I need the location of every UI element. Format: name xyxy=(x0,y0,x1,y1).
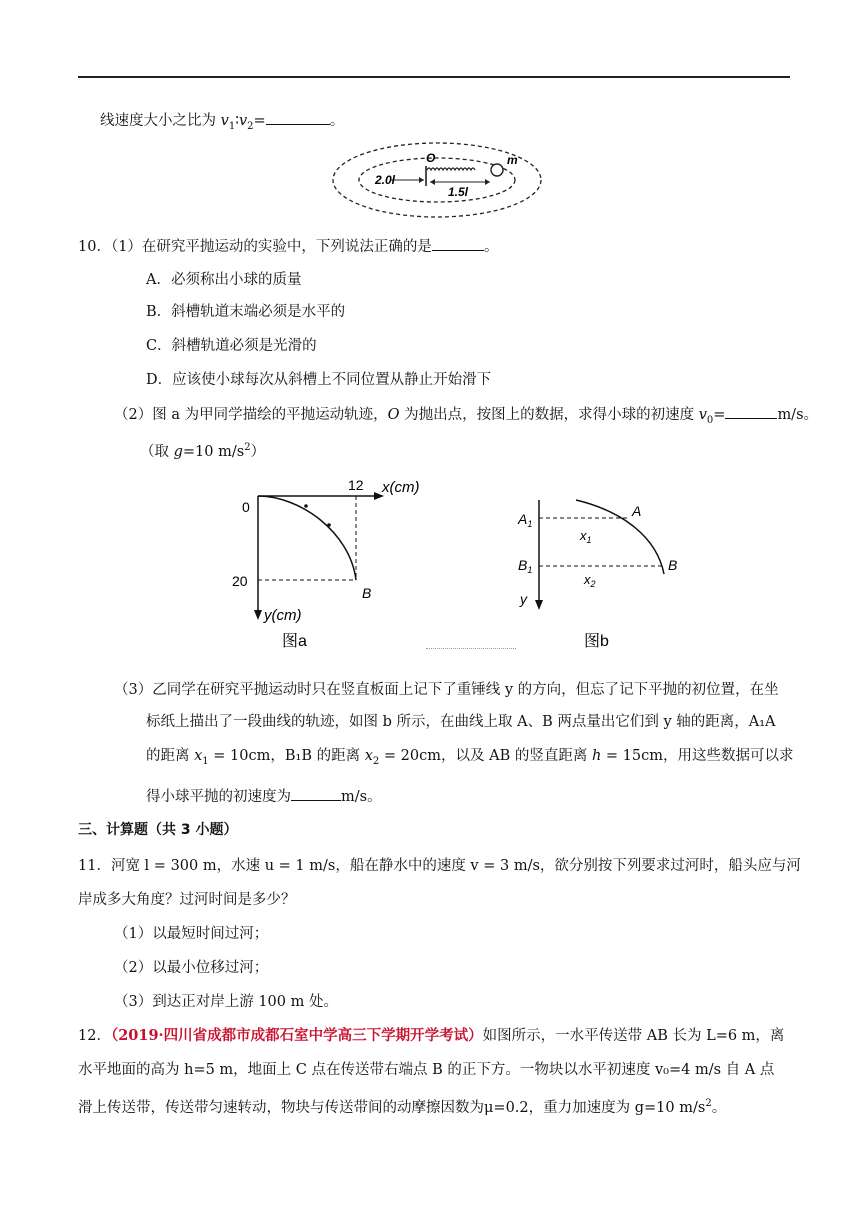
label-m: m xyxy=(507,153,518,167)
label-point-b: B xyxy=(668,557,678,573)
label-b1: $B_1$ xyxy=(518,557,533,575)
label-y-axis: y(cm) xyxy=(264,607,302,624)
label-x2: $x_2$ xyxy=(584,572,596,589)
answer-blank xyxy=(291,786,341,801)
q10-option-a: A．必须称出小球的质量 xyxy=(146,272,302,288)
q12-line3: 滑上传送带，传送带匀速转动，物块与传送带间的动摩擦因数为μ=0.2，重力加速度为 g=10 $m/s^2$。 xyxy=(78,1098,727,1116)
label-o: O xyxy=(426,151,436,165)
label-x1: $x_1$ xyxy=(580,528,592,545)
figure-b xyxy=(508,494,708,654)
answer-blank xyxy=(432,236,484,251)
label-15l: 1.5l xyxy=(448,185,469,199)
figure-separator xyxy=(426,648,516,649)
figure-b-caption: 图b xyxy=(584,633,609,650)
label-x-axis: x(cm) xyxy=(382,479,420,496)
q9-tail-line: 线速度大小之比为 $v_1∶v_2=$ 。 xyxy=(100,110,344,137)
q10-part1: 10．（1）在研究平抛运动的实验中，下列说法正确的是 。 xyxy=(78,236,498,257)
figure-a xyxy=(230,474,460,654)
q12-line2: 水平地面的高为 h=5 m，地面上 C 点在传送带右端点 B 的正下方。一物块以水平初速度 v₀=4 m/s 自 A 点 xyxy=(78,1062,775,1078)
q11-line2: 岸成多大角度？过河时间是多少？ xyxy=(78,892,296,908)
label-2l: 2.0l xyxy=(375,173,396,187)
q10-option-d: D．应该使小球每次从斜槽上不同位置从静止开始滑下 xyxy=(146,372,492,388)
label-a1: $A_1$ xyxy=(518,511,533,529)
q10-part2: （2）图 a 为甲同学描绘的平抛运动轨迹，O 为抛出点，按图上的数据，求得小球的初速度 $v_0= m/s$。 xyxy=(114,404,818,431)
section-title: 三、计算题（共 3 小题） xyxy=(78,822,238,838)
q11-item-1: （1）以最短时间过河； xyxy=(114,926,269,942)
label-y-axis: y xyxy=(520,591,527,607)
q11-item-2: （2）以最小位移过河； xyxy=(114,960,269,976)
q10-part3-line1: （3）乙同学在研究平抛运动时只在竖直板面上记下了重锤线 y 的方向，但忘了记下平抛的初位置，在坐 xyxy=(114,682,779,698)
q10-part3-line3: 的距离 $x_1 = 10cm$，B₁B 的距离 $x_2 = 20cm$，以及 AB 的竖直距离 h = 15cm，用这些数据可以求 xyxy=(146,748,794,767)
q10-part2-note: （取 g=10 $m/s^2$） xyxy=(140,442,266,460)
answer-blank xyxy=(725,404,777,419)
q10-part3-line2: 标纸上描出了一段曲线的轨迹，如图 b 所示，在曲线上取 A、B 两点量出它们到 y 轴的距离，A₁A xyxy=(146,714,776,730)
q11-line1: 11．河宽 l = 300 m，水速 u = 1 m/s，船在静水中的速度 v = 3 m/s，欲分别按下列要求过河时，船头应与河 xyxy=(78,858,801,874)
label-point-b: B xyxy=(362,585,372,601)
q10-option-b: B．斜槽轨道末端必须是水平的 xyxy=(146,304,346,320)
label-zero: 0 xyxy=(242,499,250,515)
answer-blank xyxy=(266,110,330,125)
label-twenty: 20 xyxy=(232,573,248,589)
q11-item-3: （3）到达正对岸上游 100 m 处。 xyxy=(114,994,338,1010)
q10-part3-line4: 得小球平抛的初速度为 m/s。 xyxy=(146,786,382,807)
label-point-a: A xyxy=(632,503,642,519)
figure-a-caption: 图a xyxy=(282,633,307,650)
header-rule xyxy=(78,76,790,78)
label-twelve: 12 xyxy=(348,477,364,493)
orbit-figure xyxy=(330,140,545,220)
q12-source: （2019·四川省成都市成都石室中学高三下学期开学考试） xyxy=(110,1027,483,1044)
q12-line1: 12．（2019·四川省成都市成都石室中学高三下学期开学考试）如图所示，一水平传送带 AB 长为 L=6 m，离 xyxy=(78,1027,785,1044)
q10-option-c: C．斜槽轨道必须是光滑的 xyxy=(146,338,317,354)
